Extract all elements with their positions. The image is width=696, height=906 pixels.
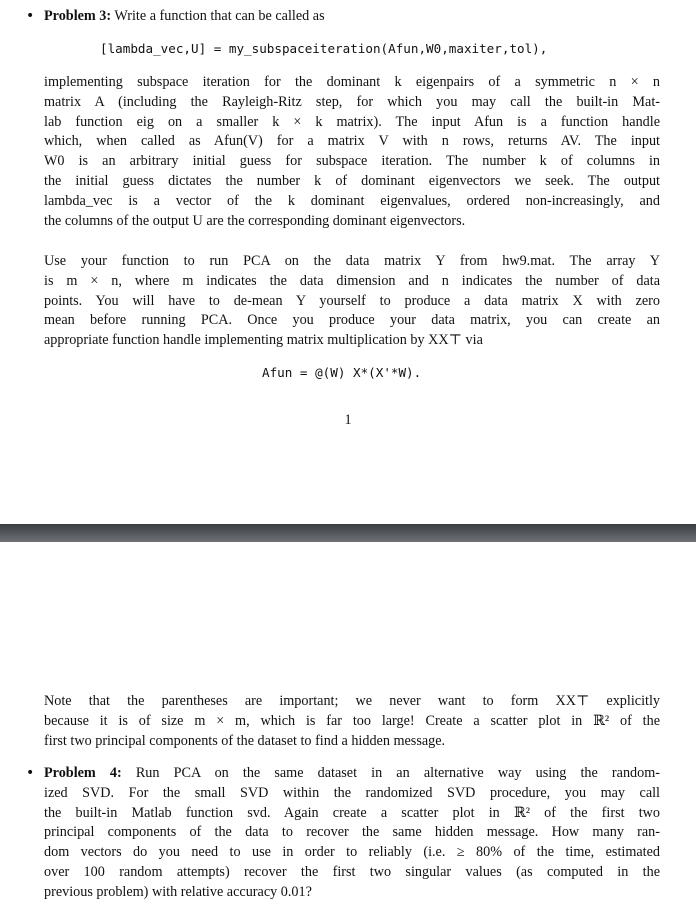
p2-line: Use your function to run PCA on the data matrix Y from hw9.mat. The array Y (44, 253, 660, 269)
p3-line: first two principal components of the dataset to find a hidden message. (44, 732, 446, 749)
problem-3-intro: Write a function that can be called as (114, 8, 325, 24)
p4-line: the built-in Matlab function svd. Again create a scatter plot in ℝ² of the first two (44, 804, 660, 821)
afun-handle-code: Afun = @(W) X*(X'*W). (262, 365, 422, 380)
p2-line: is m × n, where m indicates the data dimension and n indicates the number of data (44, 272, 660, 289)
pdf-page-2 (0, 542, 696, 906)
p4-line: over 100 random attempts) recover the first two singular values (as computed in the (44, 863, 660, 880)
page-separator (0, 524, 696, 542)
p2-line: mean before running PCA. Once you produce your data matrix, you can create an (44, 312, 660, 329)
p4-line (44, 764, 660, 784)
p1-line: W0 is an arbitrary initial guess for subspace iteration. The number k of columns in (44, 153, 660, 170)
p4-line: principal components of the data to recover the same hidden message. How many ran- (44, 824, 660, 841)
p1-line: matrix A (including the Rayleigh-Ritz step, for which you may call the built-in Mat- (44, 93, 660, 110)
p2-line: appropriate function handle implementing matrix multiplication by XX⊤ via (44, 332, 483, 349)
p1-line: lab function eig on a smaller k × k matrix). The input Afun is a function handle (44, 113, 660, 130)
p4-line: ized SVD. For the small SVD within the randomized SVD procedure, you may call (44, 784, 660, 801)
bullet-problem-4: • (26, 765, 35, 781)
p3-line: because it is of size m × m, which is far too large! Create a scatter plot in ℝ² of the (44, 712, 660, 729)
problem-3-header (44, 7, 660, 27)
p1-line: which, when called as Afun(V) for a matrix V with n rows, returns AV. The input (44, 133, 660, 150)
p1-line: the columns of the output U are the corresponding dominant eigenvectors. (44, 212, 466, 229)
p4-line: dom vectors do you need to use in order to reliably (i.e. ≥ 80% of the time, estimated (44, 844, 660, 861)
bullet-problem-3: • (26, 8, 35, 24)
function-signature-code: [lambda_vec,U] = my_subspaceiteration(Afun,W0,maxiter,tol), (100, 41, 548, 56)
p1-line: the initial guess dictates the number k of dominant eigenvectors we seek. The output (44, 172, 660, 189)
problem-3-heading: Problem 3: (44, 8, 112, 24)
p1-line: lambda_vec is a vector of the k dominant eigenvalues, ordered non-increasingly, and (44, 192, 660, 209)
problem-4-heading: Problem 4: (44, 765, 122, 781)
problem-3-paragraph-2 (44, 252, 660, 351)
p4-line-text: Run PCA on the same dataset in an alternative way using the random- (135, 765, 660, 781)
problem-3-paragraph-3 (44, 692, 660, 751)
p1-line: implementing subspace iteration for the dominant k eigenpairs of a symmetric n × n (44, 74, 660, 90)
p2-line: points. You will have to de-mean Y yourself to produce a data matrix X with zero (44, 292, 660, 309)
problem-4-paragraph (44, 764, 660, 903)
p3-line: Note that the parentheses are important; we never want to form XX⊤ explicitly (44, 693, 660, 709)
page-number: 1 (344, 412, 352, 428)
p4-line: previous problem) with relative accuracy 0.01? (44, 883, 312, 900)
problem-3-paragraph-1 (44, 73, 660, 231)
